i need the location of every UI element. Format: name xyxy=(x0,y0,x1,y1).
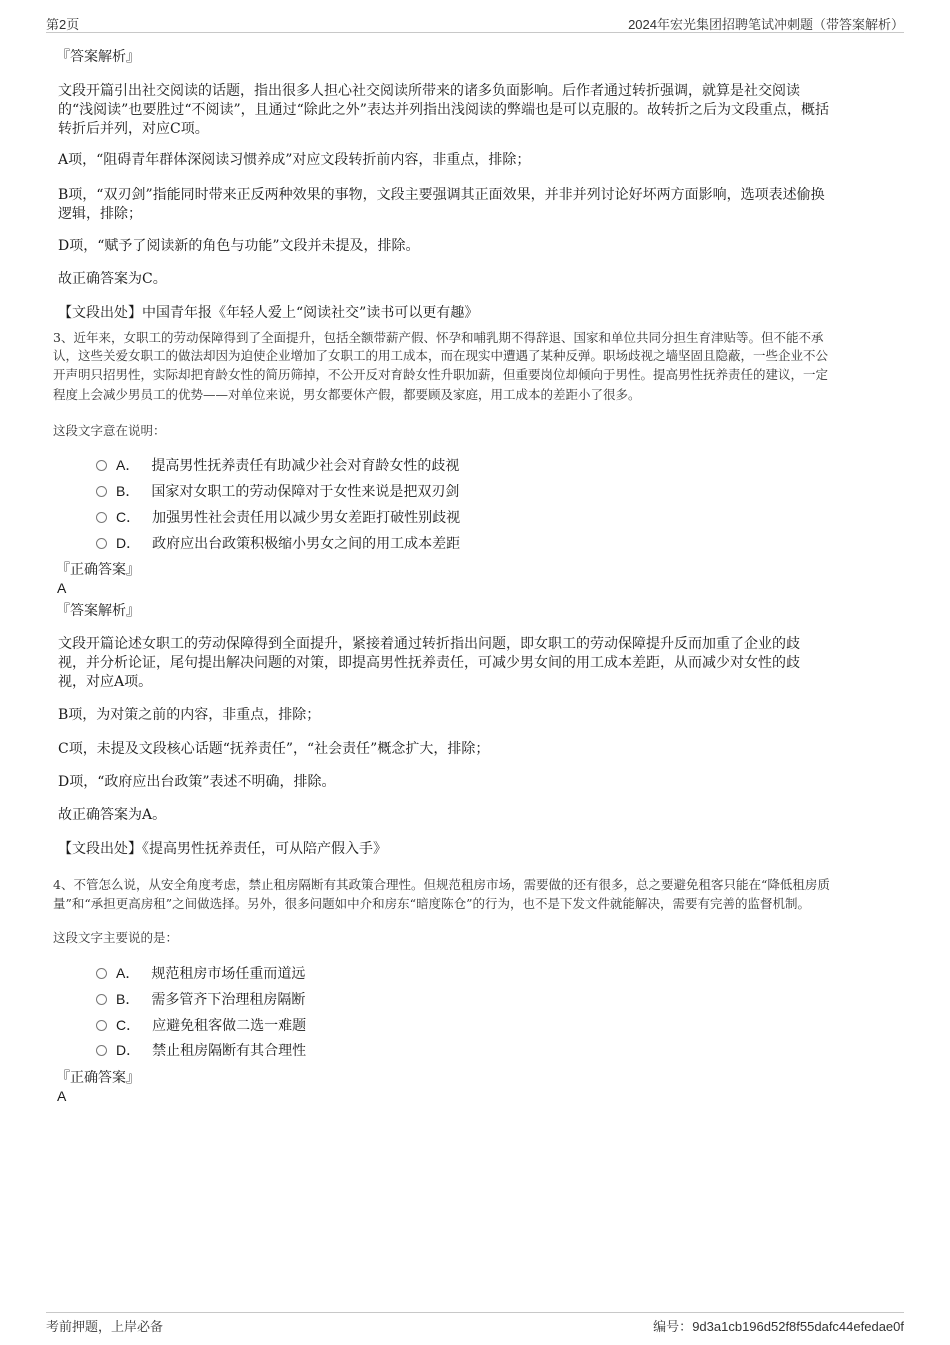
q2-source: 【文段出处】中国青年报《年轻人爱上“阅读社交”读书可以更有趣》 xyxy=(58,305,479,321)
radio-icon[interactable] xyxy=(96,512,107,523)
q2-item-a: A项，“阻碍青年群体深阅读习惯养成”对应文段转折前内容，非重点，排除； xyxy=(58,152,531,168)
page-header xyxy=(46,12,904,33)
q4-option-a[interactable]: A． 规范租房市场任重而道远 xyxy=(96,964,305,984)
radio-icon[interactable] xyxy=(96,968,107,979)
q2-analysis-line-2: 的“浅阅读”也要胜过“不阅读”，且通过“除此之外”表达并列指出浅阅读的弊端也是可以克服的。故转折之后为文段重点，概括 xyxy=(58,102,829,118)
q3-source: 【文段出处】《提高男性抚养责任，可从陪产假入手》 xyxy=(58,841,387,857)
q4-option-b[interactable]: B． 需多管齐下治理租房隔断 xyxy=(96,990,305,1010)
q3-analysis-line-1: 文段开篇论述女职工的劳动保障得到全面提升，紧接着通过转折指出问题，即女职工的劳动保障提升反而加重了企业的歧 xyxy=(58,636,800,652)
q2-item-b-line-1: B项，“双刃剑”指能同时带来正反两种效果的事物，文段主要强调其正面效果，并非并列讨论好坏两方面影响，选项表述偷换 xyxy=(58,187,825,203)
q2-analysis-line-1: 文段开篇引出社交阅读的话题，指出很多人担心社交阅读所带来的诸多负面影响。后作者通过转折强调，就算是社交阅读 xyxy=(58,83,800,99)
q4-stem-line-2: 量”和“承担更高房租”之间做选择。另外，很多问题如中介和房东“暗度陈仓”的行为，也不是下发文件就能解决，需要有完善的监督机制。 xyxy=(53,896,810,911)
q3-stem-line-3: 开声明只招男性，实际却把育龄女性的简历筛掉，不公开反对育龄女性升职加薪，但重要岗位却倾向于男性。提高男性抚养责任的建议，一定 xyxy=(53,367,829,382)
q3-option-a[interactable]: A． 提高男性抚养责任有助减少社会对育龄女性的歧视 xyxy=(96,456,459,476)
page-footer xyxy=(46,1312,904,1335)
q2-analysis-label: 『答案解析』 xyxy=(56,49,140,65)
q3-stem-line-2: 认，这些关爱女职工的做法却因为迫使企业增加了女职工的用工成本，而在现实中遭遇了某种反弹。职场歧视之墙坚固且隐蔽，一些企业不公 xyxy=(53,348,829,363)
q3-option-d[interactable]: D． 政府应出台政策积极缩小男女之间的用工成本差距 xyxy=(96,534,460,554)
document-title: 2024年宏光集团招聘笔试冲刺题（带答案解析） xyxy=(628,17,904,32)
footer-slogan: 考前押题，上岸必备 xyxy=(46,1319,164,1334)
q4-answer: A xyxy=(57,1088,67,1104)
radio-icon[interactable] xyxy=(96,538,107,549)
q2-analysis-line-3: 转折后并列，对应C项。 xyxy=(58,121,209,137)
q3-item-d: D项，“政府应出台政策”表述不明确，排除。 xyxy=(58,774,336,790)
q2-conclusion: 故正确答案为C。 xyxy=(58,271,167,287)
q3-item-b: B项，为对策之前的内容，非重点，排除； xyxy=(58,707,321,723)
q3-conclusion: 故正确答案为A。 xyxy=(58,807,167,823)
q3-prompt: 这段文字意在说明： xyxy=(53,423,166,438)
radio-icon[interactable] xyxy=(96,460,107,471)
q3-item-c: C项，未提及文段核心话题“抚养责任”，“社会责任”概念扩大，排除； xyxy=(58,741,490,757)
q3-stem-line-4: 程度上会减少男员工的优势——对单位来说，男女都要休产假，都要顾及家庭，用工成本的差距小了很多。 xyxy=(53,387,641,402)
q3-analysis-label: 『答案解析』 xyxy=(56,603,140,619)
page-number: 第2页 xyxy=(46,17,80,32)
q4-prompt: 这段文字主要说的是： xyxy=(53,930,179,945)
radio-icon[interactable] xyxy=(96,1020,107,1031)
q3-stem-line-1: 3、近年来，女职工的劳动保障得到了全面提升，包括全额带薪产假、怀孕和哺乳期不得辞退、国家和单位共同分担生育津贴等。但不能不承 xyxy=(53,330,824,345)
q2-item-b-line-2: 逻辑，排除； xyxy=(58,206,142,222)
q3-answer-label: 『正确答案』 xyxy=(56,562,140,578)
q3-option-c[interactable]: C． 加强男性社会责任用以减少男女差距打破性别歧视 xyxy=(96,508,460,528)
q3-answer: A xyxy=(57,580,67,596)
q3-analysis-line-2: 视，并分析论证，尾句提出解决问题的对策，即提高男性抚养责任，可减少男女间的用工成本差距，从而减少对女性的歧 xyxy=(58,655,800,671)
q2-item-d: D项，“赋予了阅读新的角色与功能”文段并未提及，排除。 xyxy=(58,238,420,254)
q4-option-c[interactable]: C． 应避免租客做二选一难题 xyxy=(96,1016,306,1036)
q4-option-d[interactable]: D． 禁止租房隔断有其合理性 xyxy=(96,1041,306,1061)
radio-icon[interactable] xyxy=(96,486,107,497)
q4-answer-label: 『正确答案』 xyxy=(56,1070,140,1086)
document-code: 编号：9d3a1cb196d52f8f55dafc44efedae0f xyxy=(653,1319,904,1334)
radio-icon[interactable] xyxy=(96,994,107,1005)
radio-icon[interactable] xyxy=(96,1045,107,1056)
q3-analysis-line-3: 视，对应A项。 xyxy=(58,674,153,690)
q4-stem-line-1: 4、不管怎么说，从安全角度考虑，禁止租房隔断有其政策合理性。但规范租房市场，需要做的还有很多，总之要避免租客只能在“降低租房质 xyxy=(53,877,830,892)
q3-option-b[interactable]: B． 国家对女职工的劳动保障对于女性来说是把双刃剑 xyxy=(96,482,459,502)
